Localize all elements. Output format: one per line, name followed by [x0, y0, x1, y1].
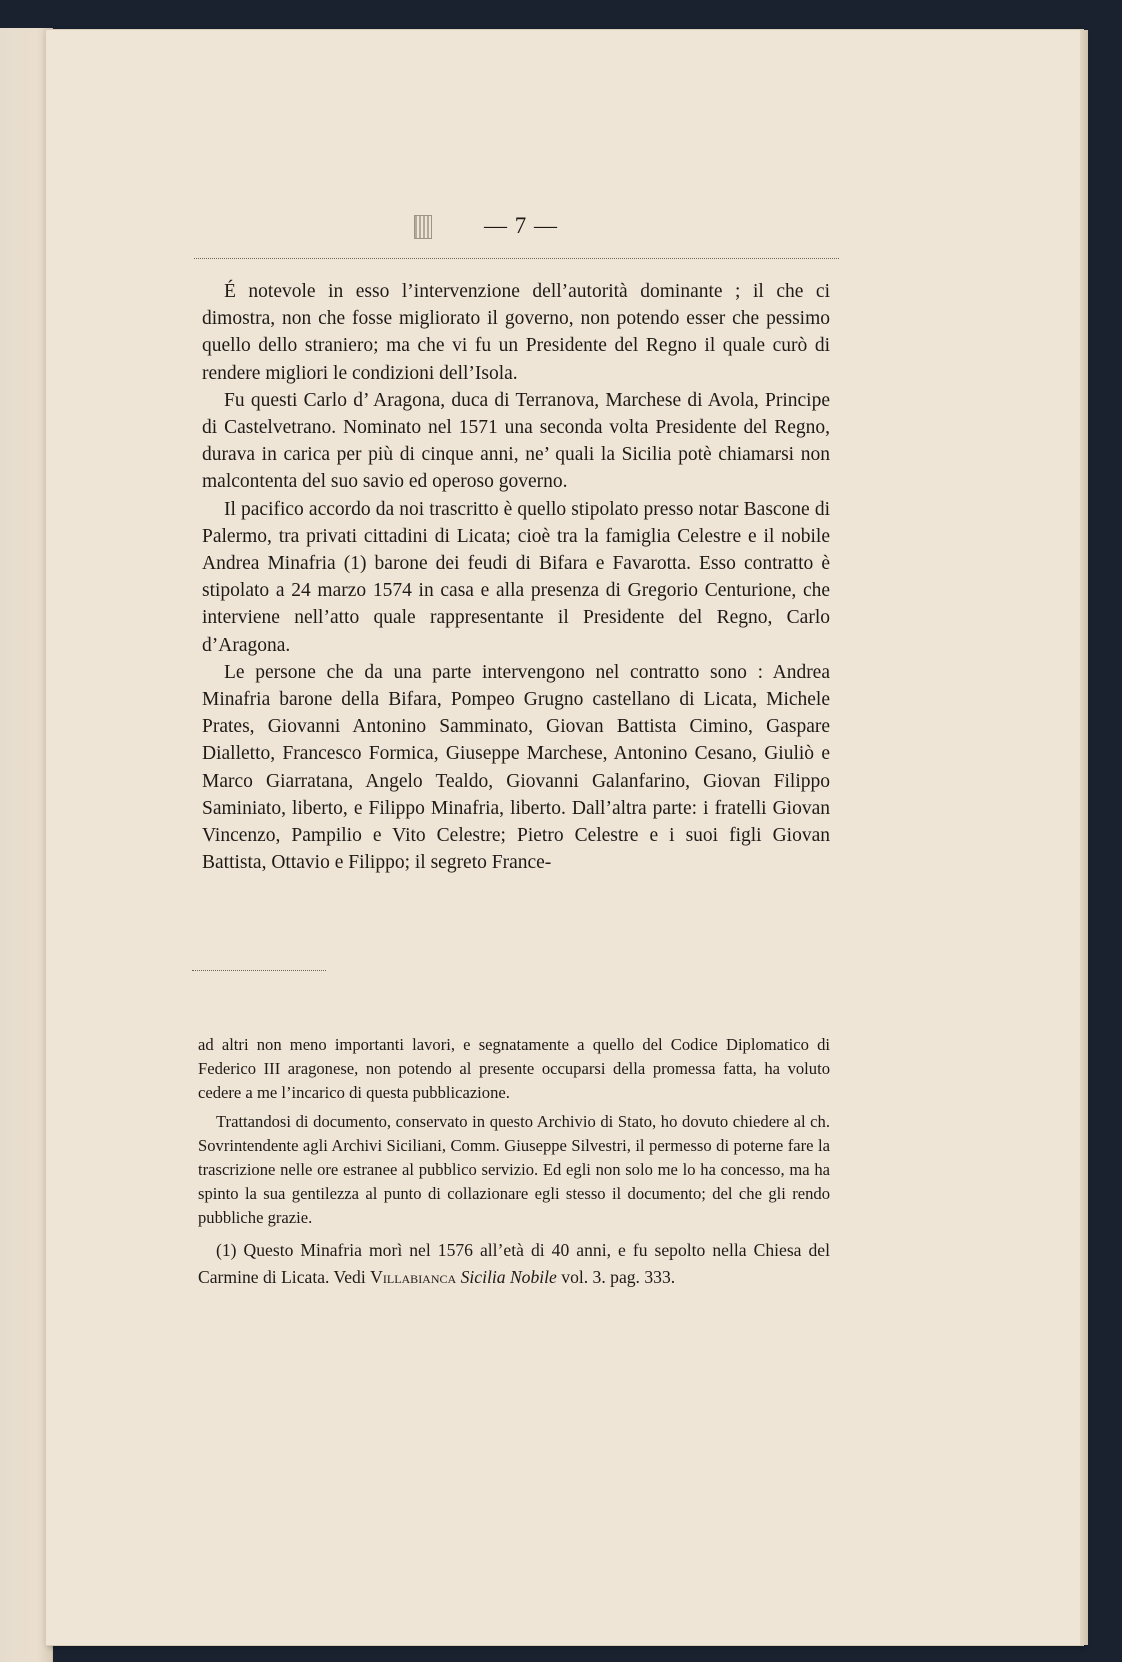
footnote-rule — [192, 970, 326, 971]
page-edge-right — [1080, 30, 1088, 1645]
footnote-1-text: (1) Questo Minafria morì nel 1576 all’età di 40 anni, e fu sepolto nella Chiesa del Carmine di Licata. Vedi — [198, 1239, 830, 1287]
paragraph: É notevole in esso l’intervenzione dell’autorità dominante ; il che ci dimostra, non che fosse migliorato il governo, non potendo esser che pessimo quello dello straniero; ma che vi fu un Presidente del Regno il quale curò di rendere migliori le condizioni dell’Isola. — [202, 281, 830, 384]
paragraph: Il pacifico accordo da noi trascritto è quello stipolato presso notar Bascone di Palermo, tra privati cittadini di Licata; cioè tra la famiglia Celestre e il nobile Andrea Minafria (1) barone dei feudi di Bifara e Favarotta. Esso contratto è stipolato a 24 marzo 1574 in casa e alla presenza di Gregorio Centurione, che interviene nell’atto quale rappresentante il Presidente del Regno, Carlo d’Aragona. — [202, 498, 830, 656]
paragraph: Fu questi Carlo d’ Aragona, duca di Terranova, Marchese di Avola, Principe di Castelvetrano. Nominato nel 1571 una seconda volta Presidente del Regno, durava in carica per più di cinque anni, ne’ quali la Sicilia potè chiamarsi non malcontenta del suo savio ed operoso governo. — [202, 389, 830, 493]
note-paragraph: Trattandosi di documento, conservato in questo Archivio di Stato, ho dovuto chiedere al ch. Sovrintendente agli Archivi Siciliani, Comm. Giuseppe Silvestri, il permesso di poterne fare la trascrizione nelle ore estranee al pubblico servizio. Ed egli non solo me lo ha concesso, ma ha spinto la sua gentilezza al punto di collazionare egli stesso il documento; del che gli rendo pubbliche grazie. — [198, 1111, 830, 1228]
paragraph: Le persone che da una parte intervengono nel contratto sono : Andrea Minafria barone della Bifara, Pompeo Grugno castellano di Licata, Michele Prates, Giovanni Antonino Samminato, Giovan Battista Cimino, Gaspare Dialletto, Francesco Formica, Giuseppe Marchese, Antonino Cesano, Giuliò e Marco Giarratana, Angelo Tealdo, Giovanni Galanfarino, Giovan Filippo Saminiato, liberto, e Filippo Minafria, liberto. Dall’altra parte: i fratelli Giovan Vincenzo, Pampilio e Vito Celestre; Pietro Celestre e i suoi figli Giovan Battista, Ottavio e Filippo; il segreto France- — [202, 661, 830, 874]
footnote-1-author: Villabianca — [370, 1266, 457, 1287]
note-continuation: ad altri non meno importanti lavori, e segnatamente a quello del Codice Diplomatico di Federico III aragonese, non potendo al presente occuparsi della promessa fatta, ha voluto cedere a me l’incarico di questa pubblicazione. — [198, 1035, 830, 1103]
page-header — [194, 213, 834, 253]
header-rule — [194, 258, 839, 259]
page-number: — 7 — — [484, 213, 558, 238]
footnote-1 — [198, 1237, 830, 1291]
library-stamp-icon — [414, 215, 432, 239]
footnote-1-ref: vol. 3. pag. 333. — [561, 1266, 676, 1287]
footnotes — [198, 1033, 830, 1291]
main-text — [202, 278, 830, 876]
footnote-1-work: Sicilia Nobile — [460, 1266, 557, 1287]
